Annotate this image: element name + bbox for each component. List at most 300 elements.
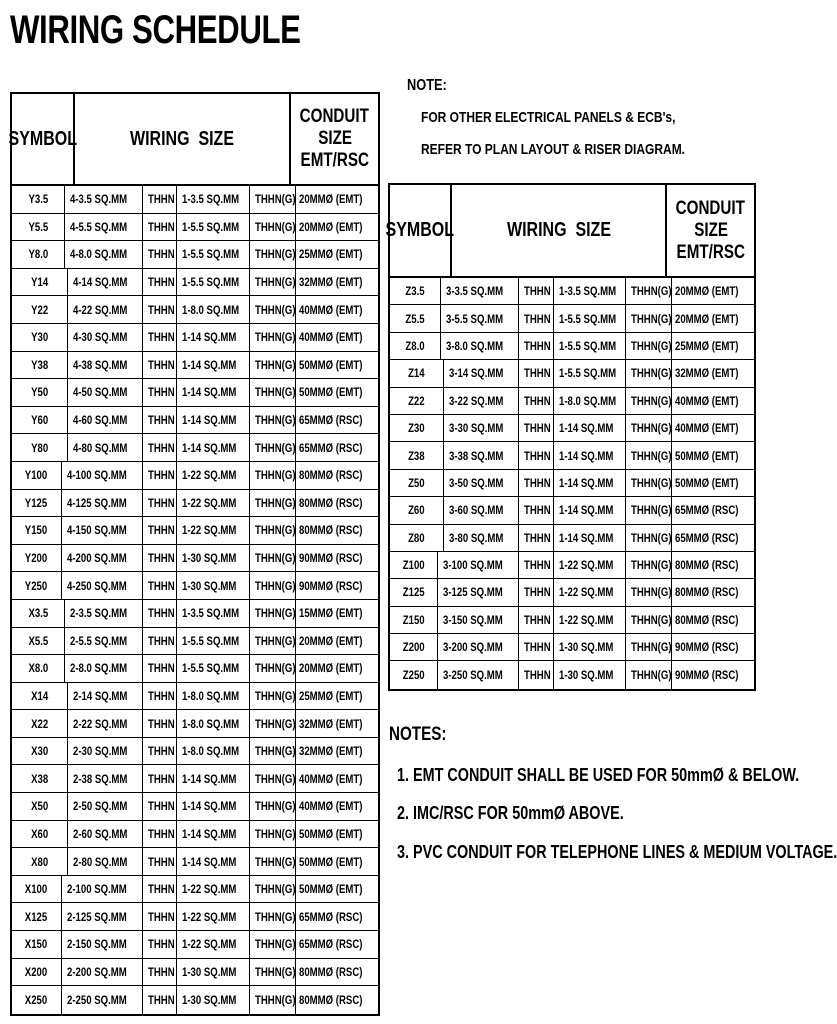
conduit-size-cell: 20MMØ (EMT) <box>298 192 363 207</box>
ground-size-cell: 1-5.5 SQ.MM <box>177 214 250 241</box>
conduit-size-cell: 50MMØ (EMT) <box>298 357 363 372</box>
table-row <box>390 278 754 305</box>
symbol-cell: X50 <box>12 793 68 820</box>
conduit-size-cell: 25MMØ (EMT) <box>298 247 363 262</box>
symbol-cell: Y80 <box>12 434 68 461</box>
page-title: WIRING SCHEDULE <box>10 8 301 52</box>
wire-type-cell: THHN <box>143 600 177 627</box>
ground-type-cell: THHN(G) <box>250 572 296 599</box>
conduit-size-cell: 32MMØ (EMT) <box>298 744 363 759</box>
wire-type-cell: THHN <box>143 903 177 930</box>
wire-size-cell: 3-8.0 SQ.MM <box>441 333 518 359</box>
ground-type-cell: THHN(G) <box>626 552 672 578</box>
ground-type-cell: THHN(G) <box>250 269 296 296</box>
wire-type-cell: THHN <box>519 360 554 386</box>
wire-type-cell: THHN <box>143 545 177 572</box>
ground-type-cell: THHN(G) <box>626 333 672 359</box>
wire-size-cell: 3-30 SQ.MM <box>444 415 518 441</box>
wire-type-cell: THHN <box>143 517 177 544</box>
conduit-size-cell: 80MMØ (RSC) <box>298 993 363 1008</box>
table-body <box>12 186 378 1014</box>
ground-type-cell: THHN(G) <box>626 470 672 496</box>
symbol-cell: X8.0 <box>12 655 65 682</box>
ground-size-cell: 1-5.5 SQ.MM <box>177 628 250 655</box>
wire-size-cell: 3-100 SQ.MM <box>438 552 519 578</box>
wire-type-cell: THHN <box>143 186 177 213</box>
symbol-cell: X125 <box>12 903 62 930</box>
symbol-cell: Z100 <box>390 552 438 578</box>
conduit-size-cell: 65MMØ (RSC) <box>298 440 363 455</box>
table-row <box>12 821 378 849</box>
table-row <box>12 986 378 1014</box>
conduit-size-cell: 20MMØ (EMT) <box>674 284 739 299</box>
note-line-1: FOR OTHER ELECTRICAL PANELS & ECB's, <box>421 109 676 126</box>
ground-size-cell: 1-22 SQ.MM <box>554 607 626 633</box>
wire-size-cell: 4-50 SQ.MM <box>68 379 143 406</box>
table-row <box>12 186 378 214</box>
wire-type-cell: THHN <box>519 579 554 605</box>
wire-type-cell: THHN <box>143 710 177 737</box>
symbol-cell: Y38 <box>12 352 68 379</box>
wire-type-cell: THHN <box>143 628 177 655</box>
ground-type-cell: THHN(G) <box>626 442 672 468</box>
table-row <box>12 793 378 821</box>
symbol-cell: Y250 <box>12 572 62 599</box>
table-row <box>12 407 378 435</box>
ground-type-cell: THHN(G) <box>250 765 296 792</box>
table-row <box>390 388 754 415</box>
symbol-cell: X3.5 <box>12 600 65 627</box>
table-row <box>390 634 754 661</box>
ground-type-cell: THHN(G) <box>250 517 296 544</box>
symbol-cell: Y200 <box>12 545 62 572</box>
wire-size-cell: 4-30 SQ.MM <box>68 324 143 351</box>
ground-size-cell: 1-22 SQ.MM <box>177 517 250 544</box>
ground-type-cell: THHN(G) <box>626 305 672 331</box>
wire-type-cell: THHN <box>143 793 177 820</box>
wire-size-cell: 3-250 SQ.MM <box>438 661 519 688</box>
note-heading: NOTE: <box>407 77 447 94</box>
ground-size-cell: 1-14 SQ.MM <box>554 525 626 551</box>
symbol-cell: X80 <box>12 848 68 875</box>
ground-size-cell: 1-5.5 SQ.MM <box>554 333 626 359</box>
symbol-cell: Y50 <box>12 379 68 406</box>
wire-type-cell: THHN <box>143 931 177 958</box>
symbol-cell: X5.5 <box>12 628 65 655</box>
wire-size-cell: 2-8.0 SQ.MM <box>65 655 142 682</box>
ground-size-cell: 1-8.0 SQ.MM <box>177 738 250 765</box>
ground-type-cell: THHN(G) <box>250 379 296 406</box>
symbol-cell: Y8.0 <box>12 241 65 268</box>
table-row <box>12 710 378 738</box>
wire-type-cell: THHN <box>519 442 554 468</box>
conduit-size-cell: 80MMØ (RSC) <box>298 468 363 483</box>
conduit-size-cell: 40MMØ (EMT) <box>298 330 363 345</box>
wire-size-cell: 3-22 SQ.MM <box>444 388 518 414</box>
conduit-size-cell: 50MMØ (EMT) <box>298 854 363 869</box>
header-symbol: SYMBOL <box>390 185 452 276</box>
conduit-size-cell: 40MMØ (EMT) <box>674 421 739 436</box>
conduit-size-cell: 25MMØ (EMT) <box>674 338 739 353</box>
ground-size-cell: 1-8.0 SQ.MM <box>177 296 250 323</box>
conduit-size-cell: 40MMØ (EMT) <box>298 302 363 317</box>
conduit-size-cell: 80MMØ (RSC) <box>298 495 363 510</box>
ground-size-cell: 1-14 SQ.MM <box>177 765 250 792</box>
wire-type-cell: THHN <box>143 352 177 379</box>
symbol-cell: Y100 <box>12 462 62 489</box>
wire-type-cell: THHN <box>143 324 177 351</box>
ground-size-cell: 1-14 SQ.MM <box>177 407 250 434</box>
wire-size-cell: 4-125 SQ.MM <box>62 490 143 517</box>
conduit-size-cell: 32MMØ (EMT) <box>298 716 363 731</box>
symbol-cell: X30 <box>12 738 68 765</box>
wire-size-cell: 3-14 SQ.MM <box>444 360 518 386</box>
wire-type-cell: THHN <box>143 490 177 517</box>
symbol-cell: X60 <box>12 821 68 848</box>
ground-size-cell: 1-8.0 SQ.MM <box>177 710 250 737</box>
ground-size-cell: 1-22 SQ.MM <box>554 579 626 605</box>
symbol-cell: X14 <box>12 683 68 710</box>
table-row <box>12 490 378 518</box>
conduit-size-cell: 15MMØ (EMT) <box>298 606 363 621</box>
table-row <box>12 848 378 876</box>
ground-size-cell: 1-14 SQ.MM <box>177 434 250 461</box>
table-row <box>390 305 754 332</box>
wire-size-cell: 2-3.5 SQ.MM <box>65 600 142 627</box>
wire-type-cell: THHN <box>143 986 177 1014</box>
table-row <box>390 607 754 634</box>
ground-type-cell: THHN(G) <box>250 434 296 461</box>
wiring-schedule-table-right <box>385 183 756 691</box>
wire-type-cell: THHN <box>143 241 177 268</box>
conduit-size-cell: 65MMØ (RSC) <box>298 909 363 924</box>
symbol-cell: Z38 <box>390 442 444 468</box>
table-header <box>385 185 754 278</box>
wire-type-cell: THHN <box>143 296 177 323</box>
ground-type-cell: THHN(G) <box>626 634 672 660</box>
table-row <box>12 572 378 600</box>
wire-size-cell: 2-200 SQ.MM <box>62 959 143 986</box>
ground-size-cell: 1-14 SQ.MM <box>177 793 250 820</box>
wire-size-cell: 2-50 SQ.MM <box>68 793 143 820</box>
wire-type-cell: THHN <box>143 379 177 406</box>
ground-size-cell: 1-22 SQ.MM <box>177 462 250 489</box>
table-row <box>390 415 754 442</box>
wire-type-cell: THHN <box>143 572 177 599</box>
conduit-size-cell: 65MMØ (RSC) <box>674 530 739 545</box>
ground-size-cell: 1-14 SQ.MM <box>177 848 250 875</box>
ground-type-cell: THHN(G) <box>250 793 296 820</box>
ground-type-cell: THHN(G) <box>626 278 672 304</box>
table-row <box>12 269 378 297</box>
symbol-cell: X38 <box>12 765 68 792</box>
symbol-cell: X200 <box>12 959 62 986</box>
wire-type-cell: THHN <box>143 434 177 461</box>
ground-size-cell: 1-5.5 SQ.MM <box>177 655 250 682</box>
table-row <box>12 517 378 545</box>
conduit-size-cell: 50MMØ (EMT) <box>298 882 363 897</box>
conduit-size-cell: 40MMØ (EMT) <box>298 771 363 786</box>
symbol-cell: X22 <box>12 710 68 737</box>
wire-size-cell: 2-22 SQ.MM <box>68 710 143 737</box>
header-symbol: SYMBOL <box>12 94 75 184</box>
wire-size-cell: 4-150 SQ.MM <box>62 517 143 544</box>
wire-size-cell: 4-100 SQ.MM <box>62 462 143 489</box>
wire-type-cell: THHN <box>519 470 554 496</box>
note-item-1: 1. EMT CONDUIT SHALL BE USED FOR 50mmØ & BELOW. <box>397 765 800 785</box>
conduit-size-cell: 20MMØ (EMT) <box>298 633 363 648</box>
ground-type-cell: THHN(G) <box>250 738 296 765</box>
ground-size-cell: 1-5.5 SQ.MM <box>554 305 626 331</box>
note-item-2: 2. IMC/RSC FOR 50mmØ ABOVE. <box>397 803 624 823</box>
symbol-cell: Z250 <box>390 661 438 688</box>
table-row <box>12 214 378 242</box>
wire-type-cell: THHN <box>519 634 554 660</box>
ground-size-cell: 1-14 SQ.MM <box>554 497 626 523</box>
wire-size-cell: 3-38 SQ.MM <box>444 442 518 468</box>
ground-size-cell: 1-30 SQ.MM <box>554 661 626 688</box>
header-conduit-size: CONDUIT SIZE EMT/RSC <box>300 106 370 171</box>
wire-type-cell: THHN <box>143 876 177 903</box>
conduit-size-cell: 80MMØ (RSC) <box>298 523 363 538</box>
symbol-cell: Z80 <box>390 525 444 551</box>
wire-size-cell: 2-100 SQ.MM <box>62 876 143 903</box>
ground-size-cell: 1-14 SQ.MM <box>554 442 626 468</box>
header-wiring-size: WIRING SIZE <box>75 94 291 184</box>
wire-type-cell: THHN <box>143 214 177 241</box>
wire-size-cell: 4-14 SQ.MM <box>68 269 143 296</box>
ground-type-cell: THHN(G) <box>250 655 296 682</box>
ground-type-cell: THHN(G) <box>250 600 296 627</box>
symbol-cell: Z8.0 <box>390 333 441 359</box>
symbol-cell: Z5.5 <box>390 305 441 331</box>
table-row <box>390 552 754 579</box>
table-row <box>12 352 378 380</box>
table-row <box>12 379 378 407</box>
wire-size-cell: 3-125 SQ.MM <box>438 579 519 605</box>
wire-type-cell: THHN <box>143 765 177 792</box>
table-body <box>390 278 754 689</box>
symbol-cell: Y14 <box>12 269 68 296</box>
wire-size-cell: 3-200 SQ.MM <box>438 634 519 660</box>
table-row <box>12 931 378 959</box>
table-row <box>390 470 754 497</box>
ground-type-cell: THHN(G) <box>250 876 296 903</box>
wire-size-cell: 3-60 SQ.MM <box>444 497 518 523</box>
ground-size-cell: 1-22 SQ.MM <box>177 876 250 903</box>
ground-size-cell: 1-14 SQ.MM <box>554 415 626 441</box>
table-row <box>390 525 754 552</box>
wire-size-cell: 3-50 SQ.MM <box>444 470 518 496</box>
ground-type-cell: THHN(G) <box>626 525 672 551</box>
wire-size-cell: 4-250 SQ.MM <box>62 572 143 599</box>
wire-type-cell: THHN <box>519 388 554 414</box>
conduit-size-cell: 50MMØ (EMT) <box>674 448 739 463</box>
symbol-cell: Z14 <box>390 360 444 386</box>
ground-type-cell: THHN(G) <box>250 903 296 930</box>
wire-type-cell: THHN <box>519 607 554 633</box>
wire-size-cell: 4-3.5 SQ.MM <box>65 186 142 213</box>
symbol-cell: Z125 <box>390 579 438 605</box>
table-row <box>12 683 378 711</box>
wire-type-cell: THHN <box>143 683 177 710</box>
wire-type-cell: THHN <box>519 305 554 331</box>
wire-size-cell: 2-30 SQ.MM <box>68 738 143 765</box>
ground-type-cell: THHN(G) <box>250 628 296 655</box>
ground-type-cell: THHN(G) <box>250 959 296 986</box>
symbol-cell: Y5.5 <box>12 214 65 241</box>
wire-size-cell: 4-38 SQ.MM <box>68 352 143 379</box>
wire-size-cell: 4-60 SQ.MM <box>68 407 143 434</box>
table-row <box>390 360 754 387</box>
table-row <box>12 296 378 324</box>
table-row <box>12 434 378 462</box>
conduit-size-cell: 80MMØ (RSC) <box>298 964 363 979</box>
conduit-size-cell: 25MMØ (EMT) <box>298 688 363 703</box>
notes-heading: NOTES: <box>389 724 447 745</box>
wire-size-cell: 2-38 SQ.MM <box>68 765 143 792</box>
wire-size-cell: 2-14 SQ.MM <box>68 683 143 710</box>
table-row <box>12 876 378 904</box>
ground-type-cell: THHN(G) <box>250 462 296 489</box>
wire-type-cell: THHN <box>519 278 554 304</box>
conduit-size-cell: 80MMØ (RSC) <box>674 612 739 627</box>
ground-type-cell: THHN(G) <box>250 821 296 848</box>
wire-size-cell: 4-22 SQ.MM <box>68 296 143 323</box>
ground-type-cell: THHN(G) <box>250 931 296 958</box>
table-row <box>12 903 378 931</box>
symbol-cell: Y125 <box>12 490 62 517</box>
header-conduit-size: CONDUIT SIZE EMT/RSC <box>676 197 746 263</box>
conduit-size-cell: 50MMØ (EMT) <box>298 826 363 841</box>
wire-size-cell: 3-3.5 SQ.MM <box>441 278 518 304</box>
table-row <box>12 655 378 683</box>
table-row <box>12 628 378 656</box>
wire-size-cell: 2-80 SQ.MM <box>68 848 143 875</box>
table-row <box>12 959 378 987</box>
wire-type-cell: THHN <box>519 497 554 523</box>
wire-size-cell: 4-8.0 SQ.MM <box>65 241 142 268</box>
symbol-cell: Z22 <box>390 388 444 414</box>
note-line-2: REFER TO PLAN LAYOUT & RISER DIAGRAM. <box>421 141 686 158</box>
ground-type-cell: THHN(G) <box>250 490 296 517</box>
ground-type-cell: THHN(G) <box>250 710 296 737</box>
ground-type-cell: THHN(G) <box>250 296 296 323</box>
conduit-size-cell: 65MMØ (RSC) <box>674 503 739 518</box>
wire-size-cell: 2-125 SQ.MM <box>62 903 143 930</box>
symbol-cell: Z150 <box>390 607 438 633</box>
wire-type-cell: THHN <box>519 552 554 578</box>
ground-type-cell: THHN(G) <box>250 352 296 379</box>
ground-size-cell: 1-14 SQ.MM <box>177 379 250 406</box>
ground-type-cell: THHN(G) <box>250 545 296 572</box>
ground-size-cell: 1-14 SQ.MM <box>177 352 250 379</box>
ground-type-cell: THHN(G) <box>626 661 672 688</box>
table-row <box>12 324 378 352</box>
table-row <box>390 442 754 469</box>
table-row <box>390 333 754 360</box>
ground-size-cell: 1-22 SQ.MM <box>177 490 250 517</box>
conduit-size-cell: 40MMØ (EMT) <box>674 393 739 408</box>
ground-size-cell: 1-22 SQ.MM <box>177 903 250 930</box>
ground-type-cell: THHN(G) <box>626 607 672 633</box>
symbol-cell: X150 <box>12 931 62 958</box>
ground-type-cell: THHN(G) <box>250 186 296 213</box>
ground-size-cell: 1-3.5 SQ.MM <box>177 186 250 213</box>
ground-size-cell: 1-30 SQ.MM <box>177 545 250 572</box>
ground-type-cell: THHN(G) <box>250 986 296 1014</box>
ground-size-cell: 1-30 SQ.MM <box>554 634 626 660</box>
table-row <box>12 765 378 793</box>
note-item-3: 3. PVC CONDUIT FOR TELEPHONE LINES & MEDIUM VOLTAGE. <box>397 842 837 862</box>
conduit-size-cell: 65MMØ (RSC) <box>298 937 363 952</box>
table-row <box>12 545 378 573</box>
ground-type-cell: THHN(G) <box>626 579 672 605</box>
symbol-cell: Z30 <box>390 415 444 441</box>
symbol-cell: Z3.5 <box>390 278 441 304</box>
wire-size-cell: 3-5.5 SQ.MM <box>441 305 518 331</box>
ground-size-cell: 1-22 SQ.MM <box>177 931 250 958</box>
ground-size-cell: 1-30 SQ.MM <box>177 986 250 1014</box>
table-row <box>390 661 754 688</box>
conduit-size-cell: 90MMØ (RSC) <box>298 551 363 566</box>
table-row <box>12 462 378 490</box>
conduit-size-cell: 20MMØ (EMT) <box>298 661 363 676</box>
wire-type-cell: THHN <box>143 821 177 848</box>
symbol-cell: Z50 <box>390 470 444 496</box>
symbol-cell: X100 <box>12 876 62 903</box>
wire-size-cell: 4-5.5 SQ.MM <box>65 214 142 241</box>
conduit-size-cell: 40MMØ (EMT) <box>298 799 363 814</box>
conduit-size-cell: 90MMØ (RSC) <box>674 668 739 683</box>
wire-size-cell: 2-5.5 SQ.MM <box>65 628 142 655</box>
table-row <box>12 600 378 628</box>
ground-size-cell: 1-30 SQ.MM <box>177 572 250 599</box>
ground-type-cell: THHN(G) <box>250 407 296 434</box>
conduit-size-cell: 50MMØ (EMT) <box>298 385 363 400</box>
ground-type-cell: THHN(G) <box>626 360 672 386</box>
ground-size-cell: 1-14 SQ.MM <box>177 324 250 351</box>
ground-size-cell: 1-14 SQ.MM <box>177 821 250 848</box>
conduit-size-cell: 32MMØ (EMT) <box>298 275 363 290</box>
conduit-size-cell: 50MMØ (EMT) <box>674 475 739 490</box>
symbol-cell: X250 <box>12 986 62 1014</box>
wire-type-cell: THHN <box>143 848 177 875</box>
ground-size-cell: 1-5.5 SQ.MM <box>177 241 250 268</box>
symbol-cell: Y150 <box>12 517 62 544</box>
ground-size-cell: 1-22 SQ.MM <box>554 552 626 578</box>
wire-size-cell: 3-150 SQ.MM <box>438 607 519 633</box>
symbol-cell: Y30 <box>12 324 68 351</box>
wire-size-cell: 2-60 SQ.MM <box>68 821 143 848</box>
ground-size-cell: 1-8.0 SQ.MM <box>554 388 626 414</box>
table-row <box>12 738 378 766</box>
wire-type-cell: THHN <box>519 333 554 359</box>
table-row <box>12 241 378 269</box>
wire-size-cell: 2-250 SQ.MM <box>62 986 143 1014</box>
ground-type-cell: THHN(G) <box>250 241 296 268</box>
ground-type-cell: THHN(G) <box>250 324 296 351</box>
ground-size-cell: 1-3.5 SQ.MM <box>554 278 626 304</box>
ground-type-cell: THHN(G) <box>250 683 296 710</box>
symbol-cell: Z60 <box>390 497 444 523</box>
wiring-schedule-table-left <box>10 92 380 1016</box>
symbol-cell: Y22 <box>12 296 68 323</box>
ground-type-cell: THHN(G) <box>250 214 296 241</box>
ground-size-cell: 1-8.0 SQ.MM <box>177 683 250 710</box>
wire-type-cell: THHN <box>519 525 554 551</box>
symbol-cell: Y3.5 <box>12 186 65 213</box>
